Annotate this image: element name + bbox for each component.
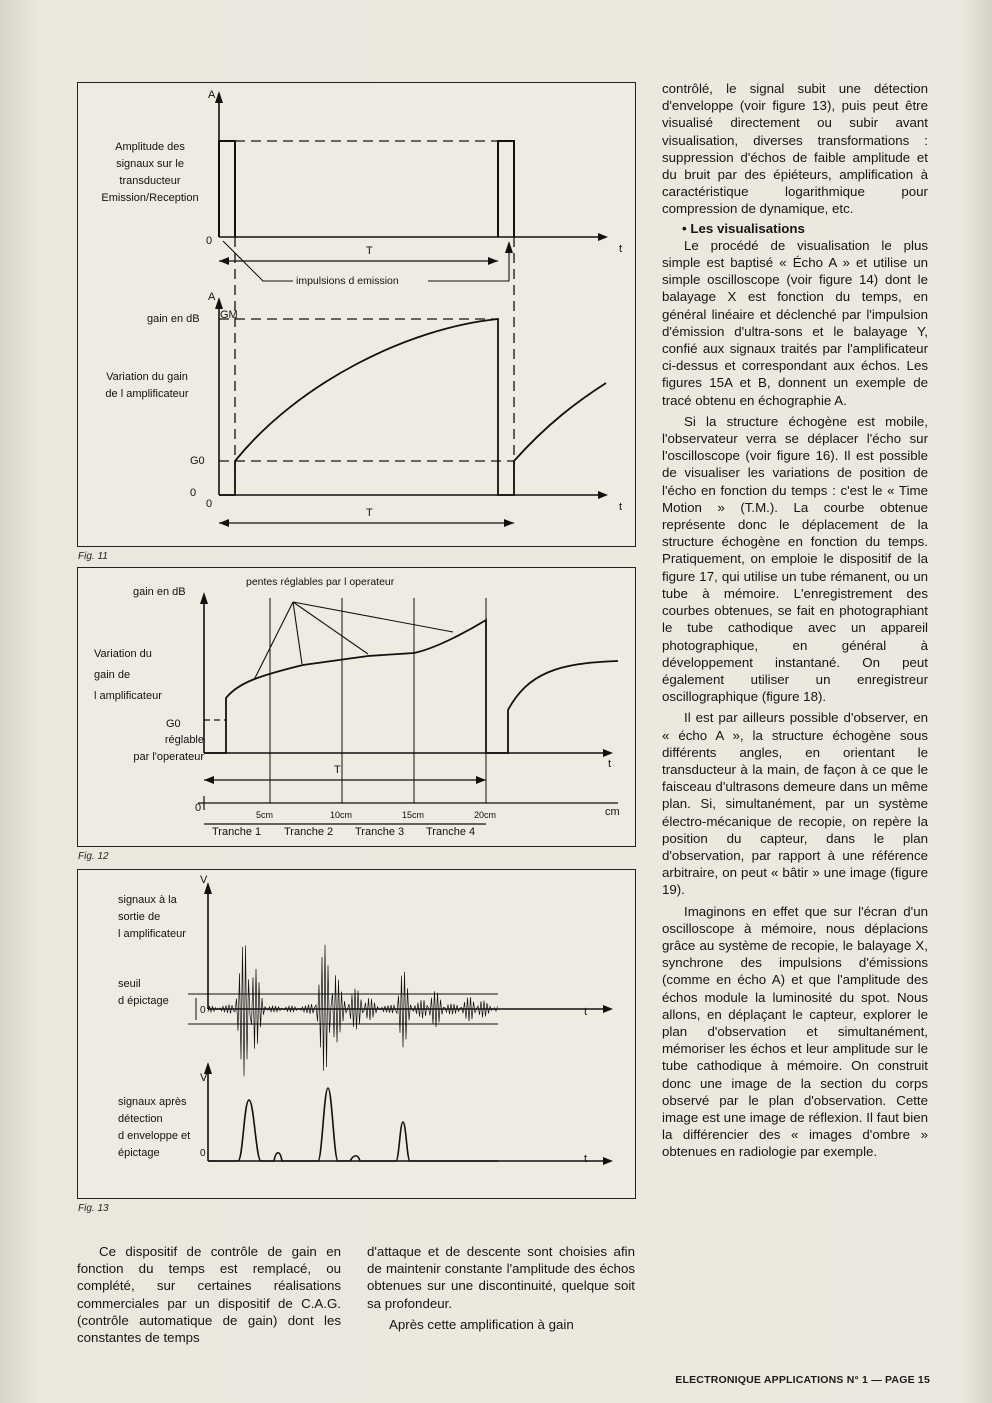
fig11-period-t: T [366, 245, 373, 257]
fig13-axis-t: t [584, 1006, 588, 1018]
fig11-gm: GM [220, 309, 238, 321]
fig12-tranche-2: Tranche 2 [284, 826, 334, 838]
page-footer: ELECTRONIQUE APPLICATIONS N° 1 — PAGE 15 [675, 1374, 930, 1386]
right-paragraph-2: Le procédé de visualisation le plus simple est baptisé « Écho A » et utilise un simple oscilloscope (voir figure 14) dont le balayage X est fonction du temps, en général linéaire et déclenché par l'impulsion d'émission d'ultra-sons et le balayage Y, confié aux signaux traités par l'amplificateur ci-dessus et correspondant aux échos. Les figures 15A et B, donnent un exemple de tracé obtenu en échographie A. [662, 237, 928, 408]
fig11-axis-a: A [208, 89, 216, 101]
fig12-pentes: pentes réglables par l operateur [246, 576, 395, 588]
fig13-seuil-label: seuil d épictage [118, 978, 169, 1007]
section-heading-visualisations: • Les visualisations [682, 220, 805, 236]
right-paragraph-3: Si la structure échogène est mobile, l'observateur verra se déplacer l'écho sur l'oscilloscope (voir figure 16). Il est possible de visualiser les variations de position de l'écho en fonction du temps : c'est le « Time Motion » (T.M.). La courbe obtenue représente donc le déplacement de la structure échogène en fonction du temps. Pratiquement, on emploie le dispositif de la figure 17, qui utilise un tube rémanent, ou un tube à mémoire. L'enregistrement des courbes obtenues, se fait en photographiant le tube cathodique avec un appareil photographique, en général à développement instantané. On peut également utiliser un enregistreur oscillographique (figure 18). [662, 413, 928, 705]
figure-11 [77, 82, 636, 547]
fig13-sortie-label: signaux à la sortie de l amplificateur [118, 894, 186, 940]
left-paragraph: Ce dispositif de contrôle de gain en fonction du temps est remplacé, ou complété, sur certaines réalisations commerciales par un dispositif de C.A.G. (contrôle automatique de gain) dont les constantes de temps [77, 1244, 341, 1346]
fig12-tick-15: 15cm [402, 810, 425, 820]
fig12-g0: G0 [166, 718, 181, 730]
fig11-zero-left: 0 [190, 487, 197, 499]
fig12-tranche-4: Tranche 4 [426, 826, 476, 838]
fig11-zero-bottom: 0 [206, 498, 213, 510]
fig12-tick-20: 20cm [474, 810, 497, 820]
fig12-period-t: T [334, 764, 341, 776]
right-paragraph-5: Imaginons en effet que sur l'écran d'un oscilloscope à mémoire, nous déplacions grâce au système de recopie, le balayage X, synchrone des impulsions d'émissions (comme en écho A) et que l'amplitude des échos module la luminosité du spot. Nous allons, en déplaçant le capteur, explorer le plan d'observation et simultanément, mémoriser les échos et leur amplitude sur le tube cathodique à mémoire. On construit donc une image de la section du corps observé par le plan d'observation. Cette image est une image de réflexion. Il faut bien la différencier des « images d'ombre » obtenues en radiologie par exemple. [662, 903, 928, 1160]
fig12-tick-5: 5cm [256, 810, 274, 820]
fig11-caption: Fig. 11 [78, 551, 108, 562]
fig12-reglable: réglable par l'operateur [133, 734, 204, 763]
fig12-cm: cm [605, 806, 620, 818]
fig13-axis-t2: t [584, 1153, 588, 1165]
fig11-gain-db: gain en dB [147, 313, 200, 325]
right-paragraph-4: Il est par ailleurs possible d'observer, en « écho A », la structure échogène sous différents angles, en orientant le transducteur à la main, de façon à ce que le faisceau d'ultrasons demeure dans un même plan. Si, simultanément, par un système électro-mécanique de recopie, on repère la position du capteur, dans le plan d'observation, par rapport à une référence arbitraire, on peut « bâtir » une image (figure 19). [662, 710, 928, 898]
fig11-zero: 0 [206, 235, 213, 247]
fig12-variation-label: Variation du gain de l amplificateur [94, 648, 162, 702]
fig11-axis-t2: t [619, 501, 623, 513]
fig11-variation-label: Variation du gain de l amplificateur [105, 371, 189, 400]
fig12-gain-db: gain en dB [133, 586, 186, 598]
middle-paragraph-1: d'attaque et de descente sont choisies afin de maintenir constante l'amplitude des échos obtenues sur une discontinuité, quelque soit sa profondeur. [367, 1244, 635, 1311]
right-text-column [662, 80, 928, 1161]
fig12-zero: 0 [195, 802, 202, 814]
fig13-caption: Fig. 13 [78, 1203, 109, 1214]
figure-12-drawing [78, 568, 637, 848]
fig13-zero: 0 [200, 1005, 206, 1016]
fig11-impulsions: impulsions d emission [296, 275, 399, 287]
fig12-tranche-1: Tranche 1 [212, 826, 262, 838]
fig11-amplitude-label: Amplitude des signaux sur le transducteur Emission/Reception [101, 141, 199, 204]
fig11-g0: G0 [190, 455, 205, 467]
middle-paragraph-2: Après cette amplification à gain [389, 1316, 574, 1332]
fig13-axis-v: V [200, 874, 208, 886]
fig12-axis-t: t [608, 758, 612, 770]
fig11-axis-t: t [619, 243, 623, 255]
fig12-tranche-3: Tranche 3 [355, 826, 405, 838]
fig13-envelope [208, 1088, 498, 1161]
fig13-zero2: 0 [200, 1148, 206, 1159]
fig13-apres-label: signaux après détection d enveloppe et épictage [118, 1096, 191, 1159]
fig13-raw-signal [208, 945, 498, 1077]
fig12-gain-curve [204, 620, 618, 753]
fig11-period-t2: T [366, 507, 373, 519]
fig12-caption: Fig. 12 [78, 851, 109, 862]
figure-12 [77, 567, 636, 847]
figure-13 [77, 869, 636, 1199]
fig11-gain-curve [219, 319, 606, 495]
middle-text-column [367, 1243, 635, 1333]
fig13-axis-v2: V [200, 1072, 208, 1084]
left-text-column [77, 1243, 341, 1346]
right-paragraph-1: contrôlé, le signal subit une détection d'enveloppe (voir figure 13), puis peut être visualisé directement ou subir avant visualisation, diverses transformations : suppression d'échos de faible amplitude et du bruit par des épiéteurs, amplification à caractéristique logarithmique pour compression de dynamique, etc. [662, 81, 928, 217]
fig11-axis-a2: A [208, 291, 216, 303]
fig12-tick-10: 10cm [330, 810, 353, 820]
